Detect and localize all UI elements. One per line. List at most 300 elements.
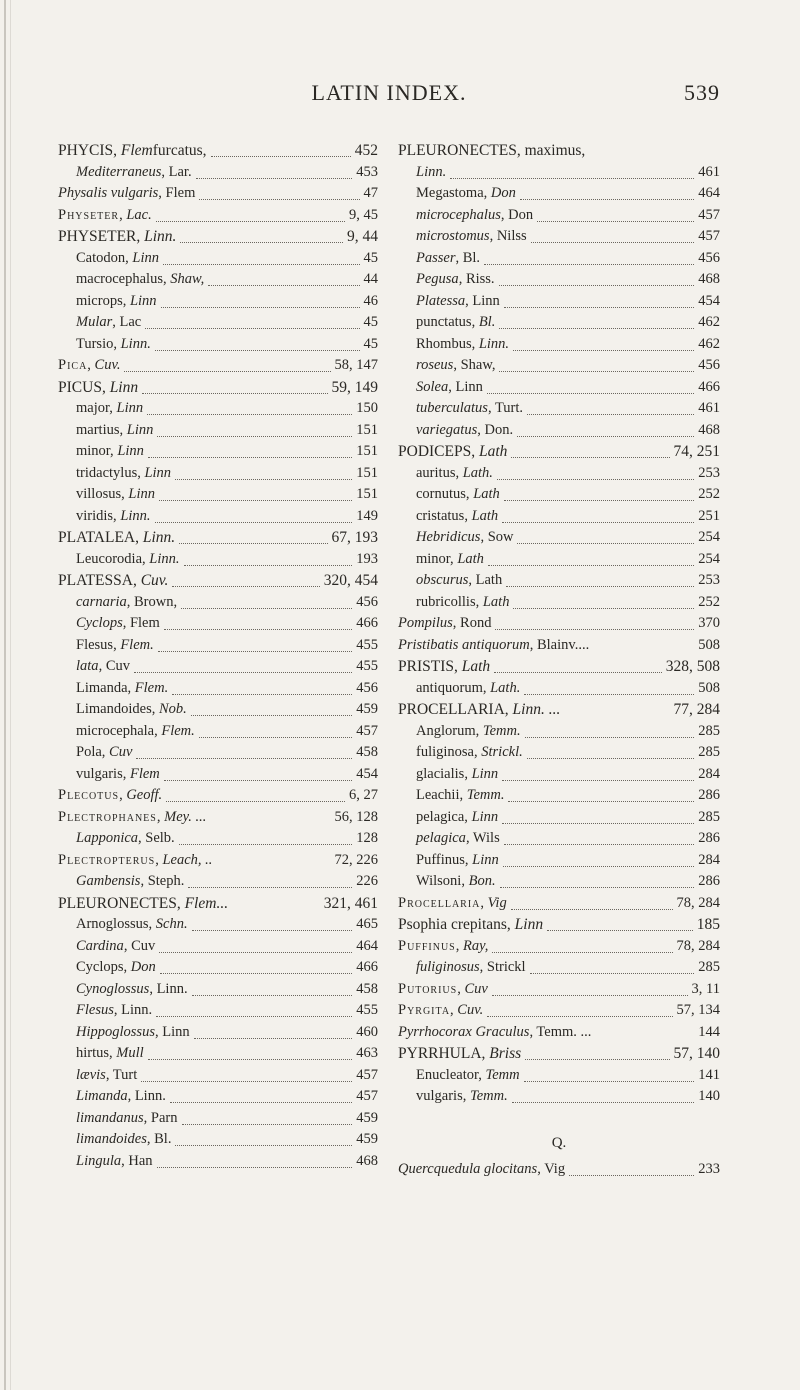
index-entry bbox=[398, 723, 720, 745]
entry-label bbox=[416, 873, 496, 890]
entry-label: PHYSETER, Linn. bbox=[58, 228, 177, 245]
page-reference: 462 bbox=[698, 335, 720, 352]
entry-author: , Parn bbox=[143, 1109, 178, 1126]
entry-italic: Schn. bbox=[155, 916, 188, 932]
entry-italic: Linn. bbox=[149, 550, 180, 567]
index-entry bbox=[398, 680, 720, 702]
entry-name: Pola, bbox=[76, 744, 110, 760]
page-reference: 140 bbox=[698, 1088, 720, 1104]
page-reference: 464 bbox=[698, 185, 720, 201]
entry-italic: Lath bbox=[471, 507, 499, 524]
page-reference: 252 bbox=[698, 486, 720, 502]
entry-label: PODICEPS, Lath bbox=[398, 443, 508, 460]
entry-label bbox=[76, 830, 175, 847]
dot-leader bbox=[524, 1081, 695, 1082]
page-reference: 151 bbox=[356, 464, 378, 481]
dot-leader bbox=[506, 586, 694, 587]
page-reference: 74, 251 bbox=[673, 443, 720, 460]
entry-author: , Cuv bbox=[123, 937, 156, 954]
entry-label bbox=[416, 379, 483, 396]
index-entry bbox=[58, 379, 378, 401]
entry-author: furcatus, bbox=[152, 142, 207, 159]
entry-italic: Temm. bbox=[482, 722, 521, 739]
page-reference: 466 bbox=[356, 959, 378, 975]
entry-italic: pelagica bbox=[416, 830, 466, 846]
dot-leader bbox=[499, 371, 694, 372]
dot-leader bbox=[508, 801, 694, 802]
page-reference: 253 bbox=[698, 464, 720, 481]
entry-label bbox=[416, 486, 500, 503]
dot-leader bbox=[513, 608, 694, 609]
index-entry bbox=[398, 1002, 720, 1024]
entry-label: Procellaria, Vig bbox=[398, 894, 507, 911]
entry-author: , Nilss bbox=[489, 228, 527, 244]
entry-label bbox=[416, 164, 446, 181]
entry-italic: Lath bbox=[473, 486, 500, 502]
dot-leader bbox=[494, 672, 662, 673]
page-reference: 151 bbox=[356, 443, 378, 459]
page-reference: 78, 284 bbox=[676, 894, 720, 911]
page-reference: 141 bbox=[698, 1066, 720, 1083]
index-entry bbox=[58, 1002, 378, 1024]
entry-author: , Temm. ... bbox=[529, 1023, 592, 1040]
entry-label bbox=[76, 422, 153, 439]
entry-label bbox=[416, 293, 500, 310]
entry-name: minor, bbox=[416, 550, 458, 567]
entry-author: , Shaw, bbox=[453, 357, 496, 373]
index-entry bbox=[58, 895, 378, 917]
entry-label bbox=[76, 594, 177, 611]
entry-italic: Flem. bbox=[161, 722, 195, 739]
page-reference: 3, 11 bbox=[691, 980, 720, 997]
page-reference: 456 bbox=[356, 679, 378, 696]
entry-label bbox=[416, 207, 533, 224]
entry-label: PLEURONECTES, maximus, bbox=[398, 142, 586, 159]
page-reference: 320, 454 bbox=[323, 572, 378, 589]
index-entry bbox=[58, 336, 378, 358]
dot-leader bbox=[134, 672, 352, 673]
dot-leader bbox=[511, 457, 669, 458]
entry-label bbox=[416, 852, 499, 869]
entry-name: PLEURONECTES bbox=[58, 894, 177, 912]
entry-italic: Flem bbox=[129, 765, 160, 782]
index-entry bbox=[398, 744, 720, 766]
entry-label bbox=[416, 185, 516, 202]
entry-label bbox=[76, 981, 188, 998]
entry-name: PHYSETER bbox=[58, 228, 137, 245]
entry-name: Leachii, bbox=[416, 787, 467, 803]
index-entry bbox=[398, 637, 720, 659]
entry-italic: Quercquedula glocitans bbox=[398, 1161, 538, 1177]
index-entry bbox=[58, 981, 378, 1003]
dot-leader bbox=[157, 1167, 353, 1168]
index-entry bbox=[398, 1045, 720, 1067]
index-entry bbox=[58, 207, 378, 229]
entry-name: Physeter bbox=[58, 206, 120, 223]
index-entry bbox=[398, 809, 720, 831]
entry-name: antiquorum, bbox=[416, 679, 491, 696]
dot-leader bbox=[148, 1059, 353, 1060]
dot-leader bbox=[527, 414, 694, 415]
dot-leader bbox=[192, 995, 353, 996]
entry-italic: Mular bbox=[76, 314, 113, 330]
entry-name: fuliginosa, bbox=[416, 744, 482, 760]
entry-italic: Pompilus bbox=[398, 615, 453, 631]
index-entry bbox=[398, 981, 720, 1003]
page-reference: 462 bbox=[698, 314, 720, 330]
entry-name: rubricollis, bbox=[416, 593, 483, 610]
entry-label bbox=[416, 551, 484, 568]
index-entry bbox=[58, 250, 378, 272]
entry-author: , Turt. bbox=[487, 400, 524, 416]
entry-italic: Linn. bbox=[416, 163, 447, 180]
dot-leader bbox=[527, 758, 695, 759]
page-reference: 9, 44 bbox=[347, 228, 378, 245]
entry-label bbox=[416, 228, 527, 245]
entry-name: PYRRHULA bbox=[398, 1045, 482, 1062]
page-reference: 72, 226 bbox=[334, 851, 378, 868]
entry-italic: Linn bbox=[471, 808, 499, 825]
page-reference: 286 bbox=[698, 830, 720, 846]
entry-label: Pica, Cuv. bbox=[58, 357, 121, 373]
entry-author: , Han bbox=[121, 1152, 153, 1169]
entry-label bbox=[76, 1002, 152, 1019]
index-entry bbox=[58, 637, 378, 659]
entry-author: maximus, bbox=[524, 142, 586, 159]
entry-label bbox=[416, 572, 502, 589]
dot-leader bbox=[450, 178, 694, 179]
entry-name: Leucorodia, bbox=[76, 550, 150, 567]
entry-name: PLATESSA bbox=[58, 572, 133, 589]
index-entry bbox=[58, 551, 378, 573]
entry-italic: Linn bbox=[128, 486, 155, 502]
index-entry bbox=[398, 873, 720, 895]
entry-label bbox=[416, 680, 520, 697]
entry-author: , Lath bbox=[468, 572, 503, 588]
dot-leader bbox=[192, 930, 353, 931]
page-reference: 149 bbox=[356, 507, 378, 524]
dot-leader bbox=[210, 823, 330, 824]
index-entry bbox=[58, 615, 378, 637]
entry-label bbox=[76, 1131, 171, 1148]
dot-leader bbox=[569, 1175, 694, 1176]
entry-label bbox=[416, 1088, 508, 1105]
entry-label bbox=[416, 830, 500, 847]
entry-label bbox=[398, 916, 543, 934]
entry-italic: Gambensis bbox=[76, 873, 141, 889]
running-header bbox=[58, 80, 720, 108]
page-reference: 9, 45 bbox=[349, 206, 378, 223]
entry-name: PHYCIS bbox=[58, 142, 114, 159]
entry-author: , Lar. bbox=[161, 163, 192, 180]
page-reference: 452 bbox=[354, 142, 378, 159]
entry-italic: Linn. bbox=[120, 507, 151, 524]
page-reference: 455 bbox=[356, 658, 378, 674]
entry-author: , Vig bbox=[537, 1161, 566, 1177]
entry-italic: Cuv bbox=[464, 980, 488, 997]
entry-author: , Linn bbox=[448, 378, 483, 395]
entry-name: Cyclops, bbox=[76, 959, 131, 975]
entry-italic: Briss bbox=[489, 1045, 522, 1062]
dot-leader bbox=[159, 500, 352, 501]
entry-author: , Linn bbox=[154, 1023, 190, 1040]
dot-leader bbox=[216, 866, 330, 867]
page-reference: 457 bbox=[698, 206, 720, 223]
entry-name: Procellaria bbox=[398, 894, 481, 911]
index-entry bbox=[58, 723, 378, 745]
dot-leader bbox=[179, 844, 353, 845]
entry-label bbox=[76, 1153, 153, 1170]
index-entry bbox=[398, 357, 720, 379]
entry-author: , Cuv bbox=[98, 658, 130, 674]
entry-label bbox=[76, 443, 144, 460]
entry-italic: Temm bbox=[485, 1066, 520, 1083]
page-reference: 44 bbox=[363, 271, 378, 287]
entry-name: Limanda, bbox=[76, 679, 135, 696]
entry-name: Flesus, bbox=[76, 636, 121, 653]
dot-leader bbox=[156, 221, 345, 222]
index-entry bbox=[58, 959, 378, 981]
entry-label bbox=[76, 1110, 178, 1127]
page-reference: 58, 147 bbox=[334, 357, 378, 373]
entry-label bbox=[76, 916, 188, 933]
entry-author: , Brown, bbox=[126, 593, 178, 610]
dot-leader bbox=[157, 436, 352, 437]
dot-leader bbox=[530, 973, 695, 974]
page-reference: 284 bbox=[698, 851, 720, 868]
dot-leader bbox=[164, 629, 352, 630]
entry-label: PLEURONECTES, Flem... bbox=[58, 894, 229, 912]
page-reference: 78, 284 bbox=[676, 937, 720, 954]
entry-label bbox=[76, 1045, 144, 1062]
page-reference: 466 bbox=[356, 615, 378, 631]
entry-italic: Linn bbox=[117, 443, 144, 459]
entry-italic: Linn bbox=[109, 378, 139, 396]
entry-italic: Limanda bbox=[76, 1088, 128, 1104]
entry-italic: Cuv. bbox=[94, 357, 121, 373]
index-entry bbox=[398, 830, 720, 852]
dot-leader bbox=[124, 371, 330, 372]
index-entry bbox=[58, 658, 378, 680]
entry-label: PROCELLARIA, Linn. ... bbox=[398, 701, 561, 718]
entry-label: PLATALEA, Linn. bbox=[58, 529, 176, 546]
entry-label: Putorius, Cuv bbox=[398, 980, 488, 997]
dot-leader bbox=[499, 328, 694, 329]
page-reference: 77, 284 bbox=[673, 701, 720, 718]
page-reference: 464 bbox=[356, 937, 378, 954]
dot-leader bbox=[504, 307, 694, 308]
dot-leader bbox=[145, 328, 359, 329]
index-entry bbox=[398, 207, 720, 229]
dot-leader bbox=[512, 1102, 695, 1103]
entry-italic: Lath bbox=[482, 593, 510, 610]
index-entry bbox=[58, 400, 378, 422]
page-reference: 457 bbox=[356, 722, 378, 739]
dot-leader bbox=[199, 199, 359, 200]
dot-leader bbox=[525, 1059, 669, 1060]
entry-name: PRISTIS bbox=[398, 658, 454, 675]
dot-leader bbox=[179, 543, 327, 544]
entry-author: , Riss. bbox=[458, 271, 495, 287]
dot-leader bbox=[502, 780, 694, 781]
entry-italic: Nob. bbox=[158, 701, 187, 717]
entry-italic: Flem. bbox=[120, 636, 154, 653]
index-entry bbox=[398, 508, 720, 530]
entry-label bbox=[416, 959, 526, 976]
page-reference: 453 bbox=[356, 163, 378, 180]
entry-label bbox=[58, 185, 195, 202]
index-entry bbox=[58, 916, 378, 938]
dot-leader bbox=[499, 285, 695, 286]
page-reference: 508 bbox=[698, 636, 720, 653]
page-reference: 67, 193 bbox=[331, 529, 378, 546]
page-reference: 460 bbox=[356, 1023, 378, 1040]
entry-name: Wilsoni, bbox=[416, 873, 469, 889]
index-entry bbox=[58, 1131, 378, 1153]
dot-leader bbox=[487, 393, 694, 394]
page-reference: 57, 134 bbox=[676, 1002, 720, 1018]
index-entry bbox=[398, 164, 720, 186]
entry-name: vulgaris, bbox=[416, 1088, 470, 1104]
entry-italic: Vig bbox=[487, 894, 507, 911]
index-entry bbox=[398, 443, 720, 465]
page-reference: 465 bbox=[356, 916, 378, 932]
page-reference: 458 bbox=[356, 744, 378, 760]
entry-italic: Linn. bbox=[120, 335, 151, 352]
entry-italic: Cynoglossus bbox=[76, 980, 150, 997]
entry-italic: Mediterraneus bbox=[76, 163, 162, 180]
entry-italic: Lath bbox=[457, 550, 484, 567]
entry-name: PODICEPS bbox=[398, 443, 472, 460]
entry-label bbox=[76, 314, 141, 331]
entry-label bbox=[76, 615, 160, 632]
entry-name: cristatus, bbox=[416, 507, 472, 524]
entry-author: , Bl. bbox=[146, 1131, 172, 1147]
index-entry bbox=[58, 486, 378, 508]
entry-label bbox=[76, 723, 195, 740]
entry-author: , Linn bbox=[465, 292, 500, 309]
dot-leader bbox=[504, 500, 694, 501]
entry-italic: microcephalus bbox=[416, 206, 501, 223]
entry-name: villosus, bbox=[76, 486, 129, 502]
entry-name: punctatus, bbox=[416, 314, 479, 330]
index-entry bbox=[58, 228, 378, 250]
entry-label bbox=[416, 766, 498, 783]
entry-author: , Selb. bbox=[138, 830, 175, 846]
index-entry bbox=[398, 787, 720, 809]
page-reference: 508 bbox=[698, 679, 720, 696]
entry-label bbox=[416, 314, 495, 331]
index-entry bbox=[398, 938, 720, 960]
entry-label bbox=[76, 271, 204, 288]
dot-leader bbox=[181, 608, 352, 609]
index-entry bbox=[58, 701, 378, 723]
dot-leader bbox=[500, 887, 695, 888]
dot-leader bbox=[211, 156, 351, 157]
entry-italic: Lapponica bbox=[76, 830, 139, 846]
entry-author: , Flem bbox=[158, 185, 196, 201]
index-entry bbox=[58, 529, 378, 551]
index-entry bbox=[398, 916, 720, 938]
page-reference: 128 bbox=[356, 830, 378, 846]
page-reference: 233 bbox=[698, 1161, 720, 1177]
index-column-left bbox=[58, 142, 378, 1174]
index-entry bbox=[58, 185, 378, 207]
entry-italic: Solea bbox=[416, 378, 449, 395]
page-reference: 284 bbox=[698, 765, 720, 782]
dot-leader bbox=[172, 694, 352, 695]
entry-italic: Physalis vulgaris bbox=[58, 185, 159, 201]
entry-name: Pica bbox=[58, 357, 88, 373]
entry-label: Plectropterus, Leach, .. bbox=[58, 851, 213, 868]
entry-italic: roseus bbox=[416, 357, 454, 373]
entry-name: macrocephalus, bbox=[76, 271, 171, 287]
entry-author: , Linn. bbox=[127, 1088, 166, 1104]
entry-author: , Linn. bbox=[113, 1002, 153, 1018]
dot-leader bbox=[492, 952, 672, 953]
entry-italic: carnaria bbox=[76, 593, 127, 610]
page-reference: 226 bbox=[356, 873, 378, 889]
index-entry bbox=[398, 658, 720, 680]
index-entry bbox=[398, 701, 720, 723]
page-reference: 59, 149 bbox=[331, 378, 378, 396]
dot-leader bbox=[503, 866, 695, 867]
dot-leader bbox=[502, 823, 694, 824]
index-spacer bbox=[398, 1110, 720, 1132]
index-entry bbox=[398, 422, 720, 444]
entry-name: glacialis, bbox=[416, 765, 472, 782]
entry-author: , Turt bbox=[105, 1066, 138, 1083]
entry-italic: Linn bbox=[144, 464, 172, 481]
dot-leader bbox=[182, 1124, 353, 1125]
entry-label bbox=[416, 744, 523, 761]
dot-leader bbox=[141, 1081, 352, 1082]
entry-label bbox=[76, 551, 180, 568]
entry-label bbox=[398, 637, 589, 654]
dot-leader bbox=[232, 909, 320, 910]
dot-leader bbox=[492, 995, 688, 996]
entry-name: Catodon, bbox=[76, 249, 133, 266]
entry-italic: Lac. bbox=[126, 206, 152, 223]
entry-label bbox=[416, 508, 498, 525]
entry-name: martius, bbox=[76, 421, 127, 438]
dot-leader bbox=[155, 522, 353, 523]
index-entry bbox=[58, 508, 378, 530]
entry-italic: Linn. ... bbox=[512, 701, 561, 718]
entry-label: Puffinus, Ray, bbox=[398, 937, 489, 954]
index-entry bbox=[398, 250, 720, 272]
entry-label bbox=[416, 787, 504, 804]
page-reference: 455 bbox=[356, 636, 378, 653]
entry-italic: Platessa bbox=[416, 292, 466, 309]
dot-leader bbox=[184, 565, 353, 566]
entry-name: microps, bbox=[76, 292, 130, 309]
entry-italic: Mull bbox=[116, 1045, 144, 1061]
entry-italic: Lath. bbox=[462, 464, 493, 481]
entry-name: cornutus, bbox=[416, 486, 474, 502]
entry-label bbox=[416, 400, 523, 417]
entry-italic: Linn bbox=[472, 851, 499, 868]
entry-label bbox=[76, 658, 130, 675]
dot-leader bbox=[497, 479, 694, 480]
entry-label: PYRRHULA, Briss bbox=[398, 1045, 522, 1062]
page-reference: 185 bbox=[696, 916, 720, 933]
entry-label bbox=[76, 465, 171, 482]
index-entry bbox=[398, 379, 720, 401]
index-entry bbox=[398, 895, 720, 917]
entry-label bbox=[76, 250, 159, 267]
dot-leader bbox=[502, 522, 694, 523]
